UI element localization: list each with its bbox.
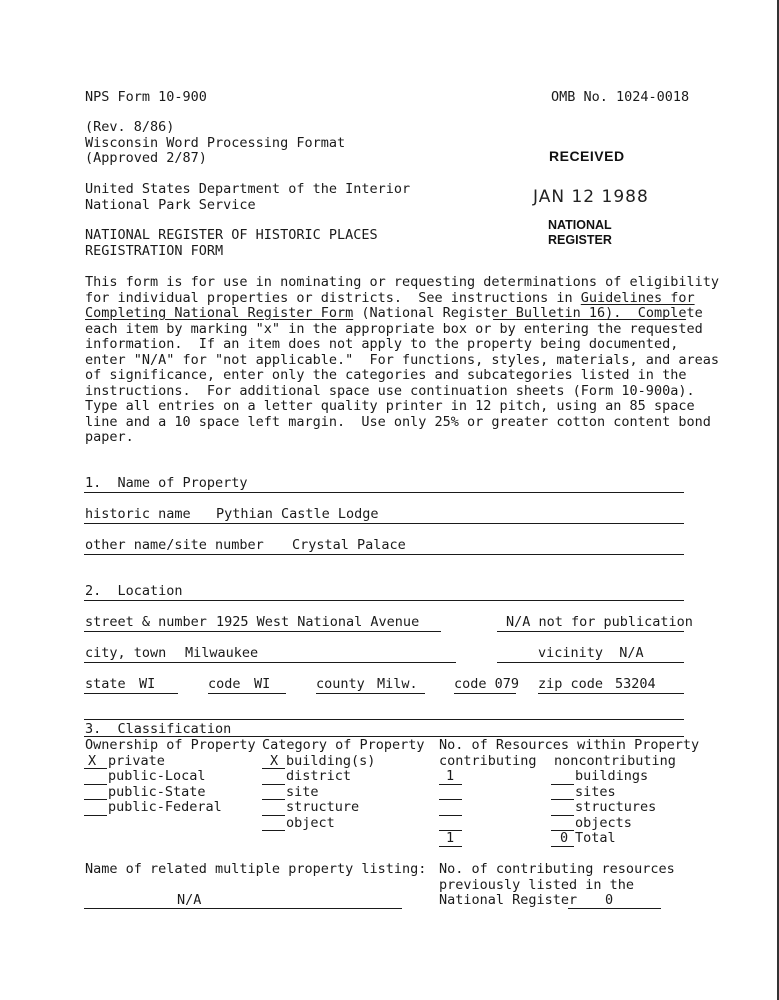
- street-field[interactable]: 1925 West National Avenue: [216, 614, 420, 630]
- field-rule: [84, 693, 178, 694]
- resource-type: Total: [575, 829, 616, 846]
- count-blank[interactable]: [439, 799, 462, 800]
- city-label: city, town: [85, 645, 167, 661]
- category-mark[interactable]: X: [270, 752, 279, 769]
- intro-line: line and a 10 space left margin. Use only 25% or greater cotton content bond: [85, 413, 711, 430]
- field-rule: [454, 693, 516, 694]
- checkbox-blank[interactable]: [262, 799, 285, 800]
- state-code-field[interactable]: WI: [254, 676, 271, 692]
- ownership-option: public-State: [108, 783, 206, 800]
- field-rule: [208, 693, 286, 694]
- street-label: street & number: [85, 614, 207, 630]
- count-blank[interactable]: [551, 799, 574, 800]
- count-blank[interactable]: [439, 815, 462, 816]
- section-rule: [84, 600, 684, 601]
- checkbox-blank[interactable]: [84, 815, 107, 816]
- section-rule: [84, 719, 684, 720]
- format-line: Wisconsin Word Processing Format: [85, 134, 346, 151]
- previous-listing-label: National Register: [439, 892, 578, 908]
- resource-type: sites: [575, 783, 616, 800]
- intro-line: instructions. For additional space use continuation sheets (Form 10-900a).: [85, 382, 695, 399]
- previous-listing-label: previously listed in the: [439, 876, 635, 893]
- checkbox-blank[interactable]: [84, 799, 107, 800]
- ownership-mark[interactable]: X: [88, 752, 97, 769]
- ownership-option: public-Federal: [108, 799, 222, 815]
- county-code[interactable]: code 079: [454, 676, 520, 692]
- form-id: NPS Form 10-900: [85, 89, 207, 105]
- received-stamp: RECEIVED: [549, 148, 625, 164]
- guidelines-title: Guidelines for: [580, 289, 695, 306]
- field-rule: [84, 554, 684, 555]
- form-subtitle: REGISTRATION FORM: [85, 242, 224, 259]
- other-name-field[interactable]: Crystal Palace: [292, 537, 406, 553]
- intro-line: enter "N/A" for "not applicable." For functions, styles, materials, and areas: [85, 351, 719, 368]
- historic-name-label: historic name: [85, 506, 191, 522]
- intro-line: Completing National Register Form (National Register Bulletin 16). Complete: [85, 305, 703, 321]
- field-rule: [497, 631, 684, 632]
- checkbox-blank[interactable]: [262, 768, 285, 769]
- field-rule: [316, 693, 425, 694]
- field-rule: [84, 631, 441, 632]
- checkbox-blank[interactable]: [84, 768, 107, 769]
- related-listing-field[interactable]: N/A: [177, 892, 202, 908]
- contributing-count[interactable]: 1: [446, 768, 455, 784]
- contributing-total[interactable]: 1: [446, 829, 455, 846]
- state-label: state: [85, 676, 126, 692]
- contributing-header: contributing: [439, 752, 537, 769]
- section-rule: [84, 492, 684, 493]
- category-option: object: [286, 814, 335, 831]
- noncontributing-total[interactable]: 0: [560, 829, 569, 846]
- city-field[interactable]: Milwaukee: [185, 645, 259, 661]
- strike-line: [493, 319, 686, 320]
- vicinity[interactable]: vicinity N/A: [538, 645, 644, 661]
- field-rule: [568, 908, 661, 909]
- previous-listing-label: No. of contributing resources: [439, 861, 675, 877]
- stamp-org-line2: REGISTER: [548, 233, 612, 247]
- resource-type: buildings: [575, 768, 649, 784]
- count-blank[interactable]: [551, 784, 574, 785]
- field-rule: [497, 662, 684, 663]
- department-line: United States Department of the Interior: [85, 181, 411, 197]
- guidelines-title-cont: Completing National Register Form: [85, 305, 354, 321]
- noncontributing-header: noncontributing: [554, 752, 676, 769]
- county-label: county: [316, 676, 365, 692]
- zip-field[interactable]: 53204: [615, 676, 656, 692]
- related-listing-label: Name of related multiple property listing:: [85, 861, 427, 877]
- state-field[interactable]: WI: [139, 676, 156, 692]
- historic-name-field[interactable]: Pythian Castle Lodge: [216, 506, 379, 522]
- ownership-option: public-Local: [108, 768, 206, 784]
- resources-header: No. of Resources within Property: [439, 737, 700, 753]
- checkbox-blank[interactable]: [262, 784, 285, 785]
- ownership-header: Ownership of Property: [85, 737, 256, 753]
- other-name-label: other name/site number: [85, 537, 264, 553]
- category-option: site: [286, 783, 319, 800]
- category-option: structure: [286, 799, 360, 815]
- county-field[interactable]: Milw.: [377, 676, 418, 692]
- approved-line: (Approved 2/87): [85, 150, 207, 166]
- checkbox-blank[interactable]: [262, 830, 285, 831]
- field-rule: [84, 523, 684, 524]
- count-blank[interactable]: [551, 815, 574, 816]
- field-rule: [538, 693, 684, 694]
- stamp-org-line1: NATIONAL: [548, 218, 612, 232]
- revision-line: (Rev. 8/86): [85, 119, 175, 135]
- count-blank[interactable]: [439, 846, 462, 847]
- intro-line: Type all entries on a letter quality printer in 12 pitch, using an 85 space: [85, 398, 695, 414]
- checkbox-blank[interactable]: [84, 784, 107, 785]
- checkbox-blank[interactable]: [262, 815, 285, 816]
- resource-type: structures: [575, 799, 657, 815]
- previous-listing-count[interactable]: 0: [605, 892, 614, 908]
- intro-line: of significance, enter only the categories and subcategories listed in the: [85, 367, 687, 383]
- agency-line: National Park Service: [85, 196, 256, 213]
- omb-number: OMB No. 1024-0018: [551, 89, 690, 105]
- category-option: building(s): [286, 752, 376, 769]
- category-option: district: [286, 768, 352, 784]
- zip-label: zip code: [538, 676, 604, 692]
- resource-type: objects: [575, 814, 632, 831]
- section-1-heading: 1. Name of Property: [85, 475, 248, 491]
- not-for-publication[interactable]: N/A not for publication: [506, 614, 693, 630]
- form-title: NATIONAL REGISTER OF HISTORIC PLACES: [85, 227, 378, 243]
- count-blank[interactable]: [439, 784, 462, 785]
- category-header: Category of Property: [262, 737, 425, 753]
- field-rule: [84, 662, 456, 663]
- intro-line: information. If an item does not apply to the property being documented,: [85, 336, 679, 352]
- section-2-heading: 2. Location: [85, 583, 183, 599]
- received-date-stamp: JAN 12 1988: [533, 187, 649, 207]
- intro-line: each item by marking "x" in the appropriate box or by entering the requested: [85, 320, 703, 337]
- intro-line: for individual properties or districts. See instructions in Guidelines for: [85, 289, 695, 306]
- section-3-heading: 3. Classification: [85, 721, 232, 737]
- intro-line: paper.: [85, 429, 134, 445]
- state-code-label: code: [208, 676, 241, 692]
- ownership-option: private: [108, 752, 165, 769]
- count-blank[interactable]: [551, 846, 574, 847]
- field-rule: [84, 908, 402, 909]
- intro-line: This form is for use in nominating or requesting determinations of eligibility: [85, 274, 719, 290]
